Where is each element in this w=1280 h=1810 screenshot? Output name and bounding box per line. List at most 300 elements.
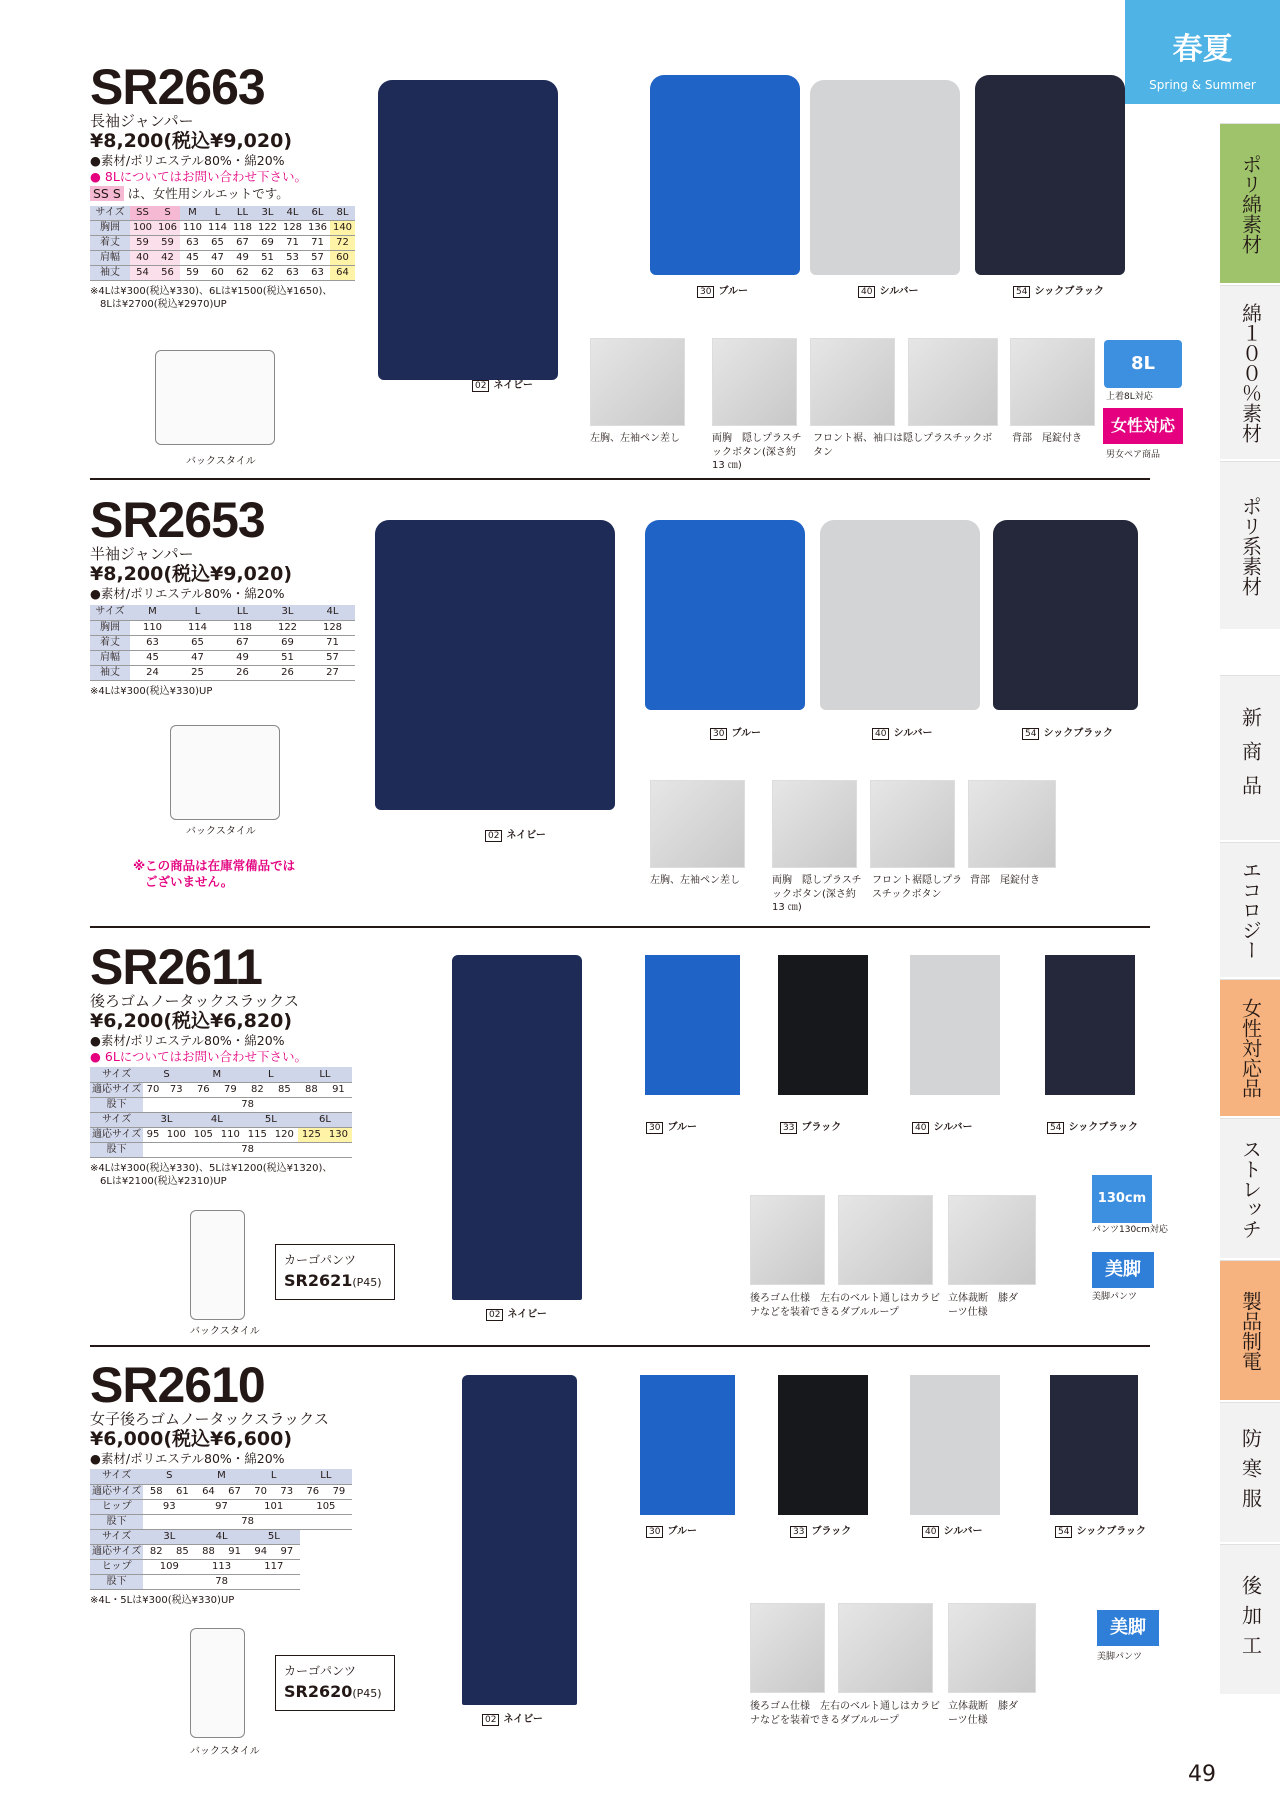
size-inquiry-note: ● 8Lについてはお問い合わせ下さい。: [90, 169, 308, 185]
table-cell: 78: [143, 1142, 352, 1157]
table-cell: M: [180, 206, 205, 221]
inseam-130-caption: パンツ130cm対応: [1092, 1225, 1168, 1235]
table-cell: 49: [230, 251, 255, 266]
table-cell: 71: [305, 236, 330, 251]
table-cell: 88: [298, 1082, 325, 1097]
table-cell: L: [175, 605, 220, 620]
table-cell: 64: [195, 1484, 221, 1499]
table-cell: 62: [230, 266, 255, 281]
table-cell: 57: [305, 251, 330, 266]
table-cell: 100: [163, 1127, 190, 1142]
table-cell: 45: [130, 650, 175, 665]
table-cell: 54: [130, 266, 155, 281]
women-badge: 女性対応: [1103, 408, 1183, 444]
table-cell: 71: [280, 236, 305, 251]
color-label-chic-black: 54 シックブラック: [1055, 1522, 1146, 1538]
table-cell: 64: [330, 266, 355, 281]
fit-text: は、女性用シルエットです。: [127, 186, 289, 202]
detail-caption: 両胸 隠しプラスチックボタン(深さ約 13 ㎝): [772, 875, 862, 913]
table-cell: 110: [130, 620, 175, 635]
table-row: [90, 1499, 352, 1514]
table-cell: 胸囲: [90, 620, 130, 635]
color-label-silver: 40 シルバー: [912, 1118, 973, 1134]
detail-caption: フロント裾、袖口は隠しプラスチックボタン: [813, 433, 993, 458]
table-cell: LL: [298, 1067, 352, 1082]
table-cell: ヒップ: [90, 1499, 143, 1514]
table-row: [90, 650, 355, 665]
product-sr2610: [90, 1357, 380, 1607]
table-cell: 94: [248, 1545, 274, 1560]
color-label-chic-black: 54 シックブラック: [1022, 724, 1113, 740]
detail-photo: [870, 780, 955, 868]
table-cell: 118: [220, 620, 265, 635]
price-footnote: 8Lは¥2700(税込¥2970)UP: [100, 299, 227, 311]
table-cell: 110: [180, 221, 205, 236]
stock-note: [133, 858, 295, 891]
detail-photo: [968, 780, 1056, 868]
table-cell: 63: [130, 635, 175, 650]
table-cell: 5L: [248, 1530, 300, 1545]
size-table: [90, 206, 355, 282]
table-cell: 42: [155, 251, 180, 266]
table-cell: 股下: [90, 1514, 143, 1529]
table-cell: 70: [143, 1082, 163, 1097]
table-cell: 110: [217, 1127, 244, 1142]
slim-leg-caption: 美脚パンツ: [1097, 1652, 1143, 1662]
model-number: SR2663: [90, 59, 265, 115]
cargo-label: カーゴパンツ: [284, 1664, 357, 1678]
table-cell: 71: [310, 635, 355, 650]
cargo-label: カーゴパンツ: [284, 1253, 357, 1267]
table-cell: M: [195, 1469, 247, 1484]
table-cell: 69: [255, 236, 280, 251]
table-cell: 47: [175, 650, 220, 665]
color-label-silver: 40 シルバー: [872, 724, 933, 740]
table-cell: 62: [255, 266, 280, 281]
table-cell: 63: [305, 266, 330, 281]
slim-leg-caption: 美脚パンツ: [1092, 1292, 1138, 1302]
divider: [90, 926, 1150, 928]
table-cell: 105: [190, 1127, 217, 1142]
table-cell: 118: [230, 221, 255, 236]
table-cell: 股下: [90, 1575, 143, 1590]
table-row: [90, 1097, 352, 1112]
detail-photo: [650, 780, 745, 868]
table-cell: 40: [130, 251, 155, 266]
table-cell: 114: [175, 620, 220, 635]
table-cell: 120: [271, 1127, 298, 1142]
season-subtitle: Spring & Summer: [1149, 78, 1256, 92]
table-cell: 79: [217, 1082, 244, 1097]
table-cell: 53: [280, 251, 305, 266]
pants-chic-black-image: [1045, 955, 1135, 1095]
table-cell: 27: [310, 665, 355, 680]
table-cell: サイズ: [90, 1469, 143, 1484]
table-cell: 26: [265, 665, 310, 680]
size-8l-caption: 上着8L対応: [1106, 392, 1153, 402]
table-cell: 61: [169, 1484, 195, 1499]
table-cell: 76: [300, 1484, 326, 1499]
cargo-model: SR2620(P45): [284, 1682, 382, 1701]
table-row: [90, 620, 355, 635]
price-footnote: ※4L・5Lは¥300(税込¥330)UP: [90, 1595, 235, 1607]
pants-silver-image: [910, 955, 1000, 1095]
detail-photo: [948, 1195, 1036, 1285]
slim-leg-badge: 美脚: [1097, 1610, 1159, 1646]
tab-antistatic[interactable]: 製品制電: [1220, 1260, 1280, 1400]
table-cell: 着丈: [90, 236, 130, 251]
color-label-silver: 40 シルバー: [858, 282, 919, 298]
material: ●素材/ポリエステル80%・綿20%: [90, 152, 285, 168]
table-cell: SS: [130, 206, 155, 221]
table-cell: 88: [195, 1545, 221, 1560]
cargo-pants-box[interactable]: [275, 1244, 395, 1300]
table-cell: 105: [300, 1499, 352, 1514]
table-cell: 73: [274, 1484, 300, 1499]
table-cell: 78: [143, 1097, 352, 1112]
back-style-sketch: [190, 1210, 245, 1320]
pants-black-image: [778, 1375, 868, 1515]
price-footnote: ※4Lは¥300(税込¥330)、6Lは¥1500(税込¥1650)、: [90, 286, 333, 298]
table-cell: サイズ: [90, 206, 130, 221]
table-cell: 60: [330, 251, 355, 266]
color-label-black: 33 ブラック: [790, 1522, 851, 1538]
pants-navy-image: [462, 1375, 577, 1705]
model-number: SR2611: [90, 939, 262, 995]
tab-post-processing[interactable]: 後加工: [1220, 1544, 1280, 1694]
detail-caption: 両胸 隠しプラスチックボタン(深さ約 13 ㎝): [712, 433, 802, 471]
season-header: [1125, 0, 1280, 104]
table-cell: 97: [274, 1545, 300, 1560]
table-cell: サイズ: [90, 1530, 143, 1545]
table-cell: 着丈: [90, 635, 130, 650]
table-cell: 65: [205, 236, 230, 251]
table-row: [90, 1127, 352, 1142]
table-cell: 93: [143, 1499, 195, 1514]
table-cell: 82: [244, 1082, 271, 1097]
table-cell: 59: [130, 236, 155, 251]
fit-sizes: SS S: [90, 186, 124, 201]
table-cell: 適応サイズ: [90, 1545, 143, 1560]
table-cell: 24: [130, 665, 175, 680]
detail-caption: フロント裾隠しプラスチックボタン: [872, 875, 962, 900]
page-number: 49: [1188, 1762, 1216, 1787]
table-cell: 3L: [255, 206, 280, 221]
table-row: [90, 221, 355, 236]
price-footnote: ※4Lは¥300(税込¥330)UP: [90, 685, 213, 697]
tab-new[interactable]: 新商品: [1220, 675, 1280, 840]
table-cell: 114: [205, 221, 230, 236]
table-cell: 76: [190, 1082, 217, 1097]
product-name: 長袖ジャンパー: [90, 112, 194, 130]
divider: [90, 1345, 1150, 1347]
product-name: 半袖ジャンパー: [90, 545, 194, 563]
table-cell: 8L: [330, 206, 355, 221]
material: ●素材/ポリエステル80%・綿20%: [90, 1450, 285, 1466]
color-label-chic-black: 54 シックブラック: [1013, 282, 1104, 298]
detail-caption: 左胸、左袖ペン差し: [590, 433, 680, 444]
price: ¥8,200(税込¥9,020): [90, 130, 293, 152]
detail-photo: [1010, 338, 1095, 426]
table-cell: 78: [143, 1514, 352, 1529]
color-label-blue: 30 ブルー: [646, 1522, 697, 1538]
table-row: [90, 1545, 300, 1560]
back-style-sketch: [190, 1628, 245, 1738]
shirt-black-image: [993, 520, 1138, 710]
table-row: [90, 236, 355, 251]
table-cell: 肩幅: [90, 650, 130, 665]
product-sr2653: [90, 492, 370, 698]
fit-note: [90, 186, 370, 202]
table-cell: 26: [220, 665, 265, 680]
detail-caption: 後ろゴム仕様 左右のベルト通しはカラビナなどを装着できるダブルループ: [750, 1701, 940, 1726]
cargo-pants-box[interactable]: [275, 1655, 395, 1711]
detail-caption: 左胸、左袖ペン差し: [650, 875, 740, 886]
stock-note-line: ございません。: [145, 874, 234, 890]
color-label-silver: 40 シルバー: [922, 1522, 983, 1538]
detail-photo: [772, 780, 857, 868]
table-cell: 122: [265, 620, 310, 635]
table-cell: 股下: [90, 1142, 143, 1157]
table-cell: 125: [298, 1127, 325, 1142]
table-cell: 73: [163, 1082, 190, 1097]
table-cell: S: [155, 206, 180, 221]
detail-photo: [948, 1603, 1036, 1693]
table-row: [90, 1082, 352, 1097]
table-cell: 130: [325, 1127, 352, 1142]
detail-photo: [838, 1195, 933, 1285]
detail-photo: [810, 338, 895, 426]
color-label-chic-black: 54 シックブラック: [1047, 1118, 1138, 1134]
table-cell: LL: [230, 206, 255, 221]
table-cell: 4L: [310, 605, 355, 620]
shirt-blue-image: [645, 520, 805, 710]
back-style-label: バックスタイル: [186, 456, 256, 467]
table-cell: 4L: [280, 206, 305, 221]
table-cell: 5L: [244, 1112, 298, 1127]
size-inquiry-note: ● 6Lについてはお問い合わせ下さい。: [90, 1049, 308, 1065]
table-cell: 91: [222, 1545, 248, 1560]
detail-caption: 立体裁断 膝ダーツ仕様: [948, 1701, 1018, 1726]
model-number: SR2653: [90, 492, 265, 548]
table-row: [90, 1560, 300, 1575]
back-style-sketch: [170, 725, 280, 820]
table-cell: S: [143, 1469, 195, 1484]
table-row: [90, 251, 355, 266]
table-cell: 51: [255, 251, 280, 266]
pants-chic-black-image: [1050, 1375, 1138, 1515]
shirt-navy-image: [375, 520, 615, 810]
table-cell: 股下: [90, 1097, 143, 1112]
table-cell: 101: [248, 1499, 300, 1514]
table-cell: 128: [310, 620, 355, 635]
table-cell: 3L: [143, 1112, 190, 1127]
table-cell: 70: [248, 1484, 274, 1499]
table-cell: 49: [220, 650, 265, 665]
table-cell: 6L: [305, 206, 330, 221]
table-cell: 140: [330, 221, 355, 236]
detail-caption: 後ろゴム仕様 左右のベルト通しはカラビナなどを装着できるダブルループ: [750, 1293, 940, 1318]
tab-stretch[interactable]: ストレッチ: [1220, 1118, 1280, 1258]
table-cell: 109: [143, 1560, 195, 1575]
pants-blue-image: [640, 1375, 735, 1515]
tab-women[interactable]: 女性対応品: [1220, 979, 1280, 1116]
table-cell: 胸囲: [90, 221, 130, 236]
table-cell: LL: [300, 1469, 352, 1484]
jacket-blue-image: [650, 75, 800, 275]
table-cell: 袖丈: [90, 266, 130, 281]
slim-leg-badge: 美脚: [1092, 1252, 1154, 1288]
season-title: 春夏: [1172, 32, 1233, 67]
table-cell: 3L: [143, 1530, 195, 1545]
jacket-black-image: [975, 75, 1125, 275]
table-cell: 67: [220, 635, 265, 650]
detail-caption: 背部 尾錠付き: [1012, 433, 1082, 444]
table-cell: 63: [280, 266, 305, 281]
size-table: [90, 605, 355, 681]
tab-ecology[interactable]: エコロジー: [1220, 842, 1280, 977]
color-label-navy: 02 ネイビー: [482, 1710, 543, 1726]
table-row: [90, 665, 355, 680]
table-cell: 適応サイズ: [90, 1484, 143, 1499]
table-cell: サイズ: [90, 1112, 143, 1127]
table-cell: L: [205, 206, 230, 221]
table-cell: 67: [221, 1484, 247, 1499]
table-cell: 47: [205, 251, 230, 266]
table-cell: 59: [155, 236, 180, 251]
product-name: 女子後ろゴムノータックスラックス: [90, 1410, 329, 1428]
table-cell: 適応サイズ: [90, 1127, 143, 1142]
pants-black-image: [778, 955, 868, 1095]
material: ●素材/ポリエステル80%・綿20%: [90, 585, 285, 601]
table-row: [90, 635, 355, 650]
table-cell: 69: [265, 635, 310, 650]
table-row: [90, 266, 355, 281]
tab-poly[interactable]: ポリ系素材: [1220, 461, 1280, 629]
price-footnote: ※4Lは¥300(税込¥330)、5Lは¥1200(税込¥1320)、: [90, 1162, 333, 1174]
size-table: [90, 1530, 300, 1591]
table-row: [90, 1142, 352, 1157]
detail-photo: [838, 1603, 933, 1693]
table-cell: 117: [248, 1560, 300, 1575]
table-cell: ヒップ: [90, 1560, 143, 1575]
product-sr2611: [90, 939, 380, 1188]
tab-cold[interactable]: 防寒服: [1220, 1402, 1280, 1542]
table-cell: 4L: [190, 1112, 244, 1127]
table-cell: 91: [325, 1082, 352, 1097]
table-cell: 3L: [265, 605, 310, 620]
price-footnote: 6Lは¥2100(税込¥2310)UP: [100, 1175, 227, 1187]
tab-poly-cotton[interactable]: ポリ綿素材: [1220, 123, 1280, 283]
table-cell: 82: [143, 1545, 169, 1560]
table-cell: 128: [280, 221, 305, 236]
table-cell: 67: [230, 236, 255, 251]
inseam-130-badge: 130cm: [1092, 1175, 1152, 1223]
color-label-black: 33 ブラック: [780, 1118, 841, 1134]
table-cell: 60: [205, 266, 230, 281]
color-label-blue: 30 ブルー: [710, 724, 761, 740]
shirt-silver-image: [820, 520, 980, 710]
table-row: [90, 1514, 352, 1529]
table-cell: 115: [244, 1127, 271, 1142]
table-cell: 袖丈: [90, 665, 130, 680]
color-label-navy: 02 ネイビー: [485, 826, 546, 842]
detail-caption: 立体裁断 膝ダーツ仕様: [948, 1293, 1018, 1318]
size-table: [90, 1469, 352, 1530]
table-cell: 56: [155, 266, 180, 281]
table-cell: サイズ: [90, 605, 130, 620]
table-cell: 65: [175, 635, 220, 650]
table-cell: M: [190, 1067, 244, 1082]
women-caption: 男女ペア商品: [1106, 450, 1161, 460]
detail-photo: [908, 338, 998, 426]
table-cell: L: [244, 1067, 298, 1082]
table-cell: S: [143, 1067, 190, 1082]
table-row: [90, 1484, 352, 1499]
size-table: [90, 1067, 352, 1158]
back-style-sketch: [155, 350, 275, 445]
detail-caption: 背部 尾錠付き: [970, 875, 1040, 886]
table-cell: 58: [143, 1484, 169, 1499]
table-cell: 59: [180, 266, 205, 281]
table-cell: 4L: [195, 1530, 247, 1545]
size-8l-badge: 8L: [1104, 340, 1182, 388]
table-cell: 136: [305, 221, 330, 236]
back-style-label: バックスタイル: [186, 826, 256, 837]
table-cell: 113: [195, 1560, 247, 1575]
stock-note-line: ※この商品は在庫常備品では: [133, 858, 296, 873]
table-cell: 97: [195, 1499, 247, 1514]
color-label-navy: 02 ネイビー: [486, 1305, 547, 1321]
table-cell: 6L: [298, 1112, 352, 1127]
table-cell: 51: [265, 650, 310, 665]
table-cell: 25: [175, 665, 220, 680]
model-number: SR2610: [90, 1357, 265, 1413]
table-cell: 63: [180, 236, 205, 251]
tab-cotton-100[interactable]: 綿１００％素材: [1220, 285, 1280, 459]
divider: [90, 478, 1150, 480]
table-row: [90, 1575, 300, 1590]
price: ¥6,200(税込¥6,820): [90, 1010, 293, 1032]
table-cell: L: [248, 1469, 300, 1484]
cargo-model: SR2621(P45): [284, 1271, 382, 1290]
pants-blue-image: [645, 955, 740, 1095]
color-label-navy: 02 ネイビー: [472, 376, 533, 392]
pants-navy-image: [452, 955, 582, 1300]
color-label-blue: 30 ブルー: [646, 1118, 697, 1134]
table-cell: 72: [330, 236, 355, 251]
table-cell: 85: [169, 1545, 195, 1560]
table-cell: LL: [220, 605, 265, 620]
table-cell: 78: [143, 1575, 300, 1590]
detail-photo: [712, 338, 797, 426]
color-label-blue: 30 ブルー: [697, 282, 748, 298]
product-sr2663: [90, 59, 370, 311]
product-name: 後ろゴムノータックスラックス: [90, 992, 299, 1010]
table-cell: M: [130, 605, 175, 620]
table-cell: 肩幅: [90, 251, 130, 266]
back-style-label: バックスタイル: [190, 1746, 260, 1757]
table-cell: サイズ: [90, 1067, 143, 1082]
table-cell: 95: [143, 1127, 163, 1142]
pants-silver-image: [910, 1375, 1000, 1515]
jacket-silver-image: [810, 80, 960, 275]
table-cell: 適応サイズ: [90, 1082, 143, 1097]
table-cell: 45: [180, 251, 205, 266]
price: ¥8,200(税込¥9,020): [90, 563, 293, 585]
table-cell: 122: [255, 221, 280, 236]
table-cell: 79: [326, 1484, 352, 1499]
